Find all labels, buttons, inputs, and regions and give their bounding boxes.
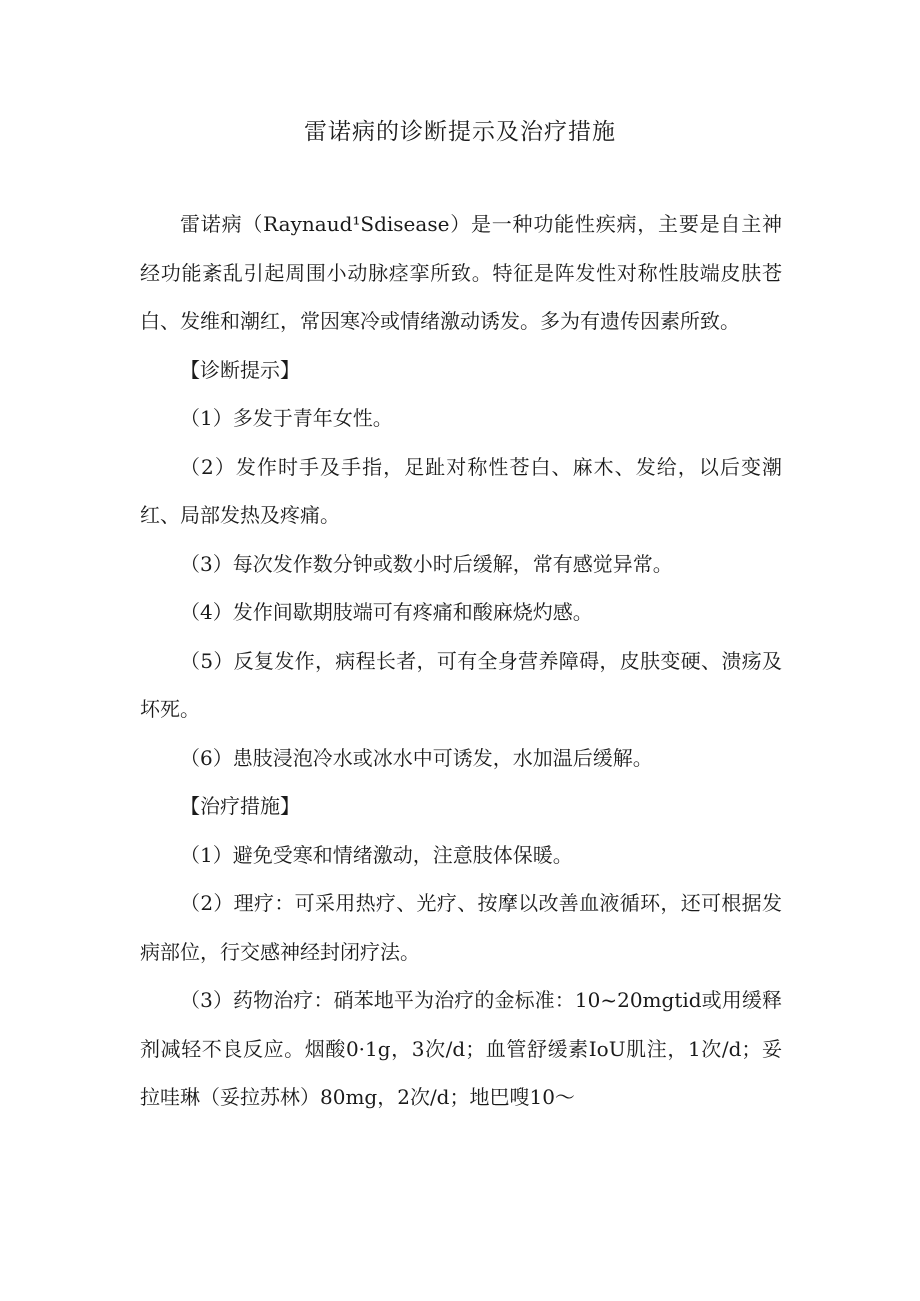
diagnosis-item: （1）多发于青年女性。 bbox=[180, 406, 393, 430]
diagnosis-item: （6）患肢浸泡冷水或冰水中可诱发，水加温后缓解。 bbox=[180, 745, 653, 770]
treatment-item: （3）药物治疗：硝苯地平为治疗的金标准：10~20mgtid或用缓释剂减轻不良反应。烟酸0·1g，3次/d；血管舒缓素IoU肌注，1次/d；妥拉哇琳（妥拉苏林）80mg，2次/d；地巴嗖10～ bbox=[140, 988, 782, 1109]
document-body bbox=[140, 200, 782, 1122]
diagnosis-item: （2）发作时手及手指，足趾对称性苍白、麻木、发给，以后变潮红、局部发热及疼痛。 bbox=[140, 454, 782, 527]
document-title: 雷诺病的诊断提示及治疗措施 bbox=[304, 119, 616, 145]
diagnosis-heading: 【诊断提示】 bbox=[180, 357, 300, 382]
diagnosis-item: （3）每次发作数分钟或数小时后缓解，常有感觉异常。 bbox=[180, 551, 673, 576]
diagnosis-item: （5）反复发作，病程长者，可有全身营养障碍，皮肤变硬、溃疡及坏死。 bbox=[140, 648, 782, 721]
treatment-heading: 【治疗措施】 bbox=[180, 794, 300, 818]
treatment-item: （1）避免受寒和情绪激动，注意肢体保暖。 bbox=[180, 842, 573, 867]
treatment-item: （2）理疗：可采用热疗、光疗、按摩以改善血液循环，还可根据发病部位，行交感神经封闭疗法。 bbox=[140, 891, 782, 964]
intro-paragraph: 雷诺病（Raynaud¹Sdisease）是一种功能性疾病，主要是自主神经功能紊乱引起周围小动脉痉挛所致。特征是阵发性对称性肢端皮肤苍白、发维和潮红，常因寒冷或情绪激动诱发。多为有遗传因素所致。 bbox=[140, 212, 782, 333]
diagnosis-item: （4）发作间歇期肢端可有疼痛和酸麻烧灼感。 bbox=[180, 600, 593, 624]
